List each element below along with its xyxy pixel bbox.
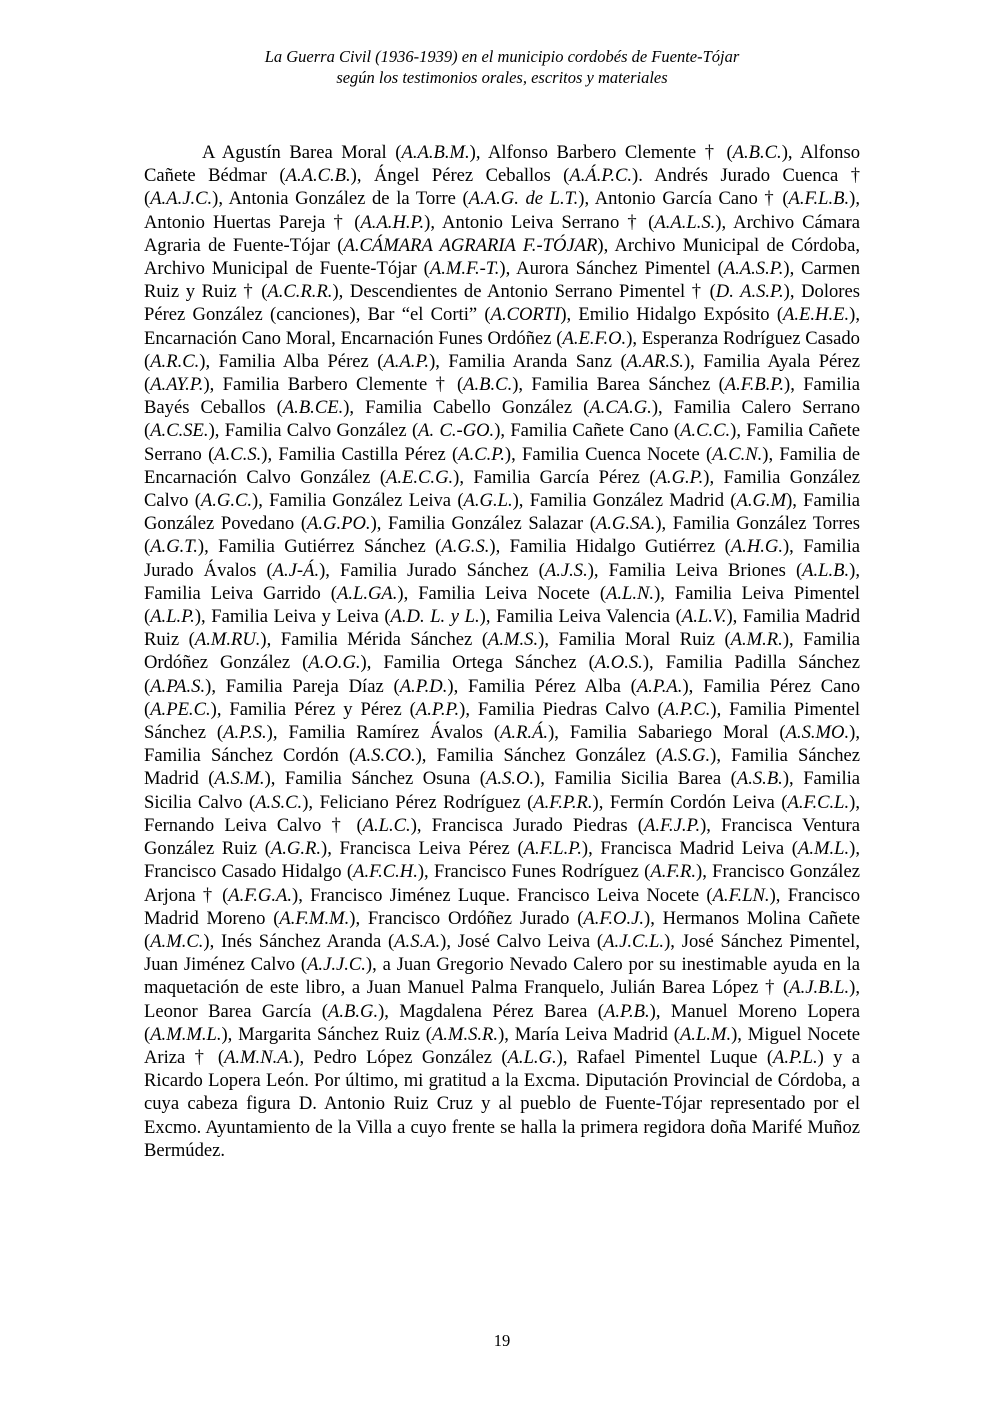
paragraph-text: ), Miguel Nocete Ariza † (	[144, 1023, 860, 1068]
paragraph-text: ), Familia Alba Pérez (	[199, 350, 384, 372]
source-abbreviation: A.A.P.	[383, 350, 430, 372]
paragraph-text: ), Aurora Sánchez Pimentel (	[499, 258, 724, 280]
source-abbreviation: A.L.G.	[507, 1046, 557, 1068]
paragraph-text: ), Familia Ramírez Ávalos (	[266, 722, 501, 744]
paragraph-text: ), Ángel Pérez Ceballos (	[350, 165, 570, 187]
source-abbreviation: A.F.L.B.	[788, 188, 850, 210]
paragraph-text: ), Familia Leiva y Leiva (	[194, 606, 391, 628]
paragraph-text: ), Carmen Ruiz y Ruiz † (	[144, 258, 860, 303]
source-abbreviation: A.AY.P.	[150, 374, 204, 396]
source-abbreviation: A.B.G.	[328, 1000, 379, 1022]
source-abbreviation: A.G.L.	[463, 490, 513, 512]
source-abbreviation: A.R.C.	[150, 350, 200, 372]
paragraph-text: ), Francisco Casado Hidalgo (	[144, 838, 860, 883]
source-abbreviation: A.A.B.M.	[401, 142, 470, 163]
acknowledgements-paragraph	[144, 141, 860, 1162]
source-abbreviation: A.G.P.	[655, 466, 704, 488]
paragraph-text: ), Familia González Calvo (	[144, 466, 860, 512]
source-abbreviation: A.A.C.B.	[285, 165, 351, 187]
source-abbreviation: A.B.C.	[463, 374, 513, 396]
paragraph-text: ), Francisco González Arjona † (	[144, 861, 860, 906]
paragraph-text: ), Alfonso Cañete Bédmar (	[144, 142, 860, 187]
paragraph-text: ), Familia Piedras Calvo (	[459, 698, 664, 720]
paragraph-text: ), Dolores Pérez González (canciones), Bar “el Corti” (	[144, 281, 860, 326]
source-abbreviation: A.CORTI	[490, 304, 561, 326]
paragraph-text: ), Familia Leiva Valencia (	[479, 606, 682, 628]
paragraph-text: ), Familia Padilla Sánchez (	[144, 652, 860, 697]
source-abbreviation: A.P.C.	[663, 698, 711, 720]
source-abbreviation: A.E.H.E.	[783, 304, 850, 326]
paragraph-text: ), Magdalena Pérez Barea (	[378, 1000, 604, 1022]
running-header	[0, 46, 1004, 88]
source-abbreviation: A.S.C.	[255, 791, 303, 813]
source-abbreviation: A.L.GA.	[336, 582, 398, 604]
source-abbreviation: D. A.S.P.	[715, 281, 784, 303]
source-abbreviation: A.F.L.P.	[523, 838, 582, 860]
paragraph-text: A Agustín Barea Moral (	[202, 142, 402, 163]
source-abbreviation: A.S.MO.	[785, 722, 850, 744]
paragraph-text: ), Antonio Huertas Pareja † (	[144, 188, 860, 233]
paragraph-text: ), Francisca Leiva Pérez (	[321, 838, 524, 860]
header-subtitle-line: según los testimonios orales, escritos y materiales	[336, 68, 668, 87]
header-title-line: La Guerra Civil (1936-1939) en el municipio cordobés de Fuente-Tójar	[264, 47, 740, 66]
paragraph-text: ), Familia Sicilia Calvo (	[144, 768, 861, 813]
source-abbreviation: A.A.J.C.	[150, 188, 213, 210]
source-abbreviation: A.D. L. y L.	[390, 606, 480, 628]
paragraph-text: ), Familia Aranda Sanz (	[429, 350, 627, 372]
source-abbreviation: A.A.G. de L.T.	[468, 188, 579, 210]
paragraph-text: ), Feliciano Pérez Rodríguez (	[302, 791, 534, 813]
paragraph-text: ), Familia de Encarnación Calvo González (	[144, 443, 860, 488]
source-abbreviation: A.CÁMARA AGRARIA F.-TÓJAR	[343, 234, 598, 256]
source-abbreviation: A.A.L.S.	[654, 211, 716, 233]
source-abbreviation: A.C.P.	[458, 443, 505, 465]
source-abbreviation: A.L.M.	[679, 1023, 732, 1045]
paragraph-text: ), Margarita Sánchez Ruiz (	[221, 1023, 432, 1045]
paragraph-text: ), Familia Jurado Sánchez (	[319, 559, 545, 581]
source-abbreviation: A.M.F.-T.	[429, 258, 500, 280]
source-abbreviation: A.G.S.	[441, 536, 490, 558]
source-abbreviation: A.J.S.	[544, 559, 588, 581]
paragraph-text: ) y a Ricardo Lopera León. Por último, mi gratitud a la Excma. Diputación Provincial de Córdoba, a cuya cabeza figura D. Antonio Ruiz Cruz y al pueblo de Fuente-Tójar representado por el Excmo. Ayuntamiento de la Villa a cuyo frente se halla la primera regidora doña Marifé Muñoz Bermúdez.	[144, 1046, 860, 1161]
paragraph-text: ), Familia Mérida Sánchez (	[260, 629, 489, 651]
source-abbreviation: A.O.G.	[308, 652, 361, 674]
paragraph-text: ), Familia Cañete Serrano (	[144, 420, 861, 465]
paragraph-text: ), Antonio Leiva Serrano † (	[424, 211, 655, 233]
paragraph-text: ), Familia Moral Ruiz (	[538, 629, 731, 651]
source-abbreviation: A.P.L.	[773, 1046, 818, 1068]
source-abbreviation: A.C.SE.	[150, 420, 209, 442]
source-abbreviation: A.O.S.	[594, 652, 643, 674]
paragraph-text: ), Familia Gutiérrez Sánchez (	[197, 536, 442, 558]
source-abbreviation: A.PA.S.	[150, 675, 206, 697]
paragraph-text: ), Familia Cuenca Nocete (	[504, 443, 713, 465]
paragraph-text: ), Rafael Pimentel Luque (	[556, 1046, 774, 1068]
source-abbreviation: A.P.A.	[636, 675, 683, 697]
source-abbreviation: A.L.V.	[681, 606, 727, 628]
source-abbreviation: A.C.S.	[214, 443, 262, 465]
source-abbreviation: A.M.N.A.	[224, 1046, 294, 1068]
paragraph-text: ), Familia Castilla Pérez (	[261, 443, 459, 465]
paragraph-text: ), Familia Cañete Cano (	[494, 420, 681, 442]
source-abbreviation: A.G.R.	[270, 838, 321, 860]
source-abbreviation: A.S.B.	[736, 768, 783, 790]
source-abbreviation: A.F.B.P.	[724, 374, 785, 396]
paragraph-text: ), Familia Sánchez Cordón (	[144, 722, 860, 767]
source-abbreviation: A.M.R.	[730, 629, 783, 651]
source-abbreviation: A.F.C.L.	[787, 791, 850, 813]
source-abbreviation: A.L.C.	[362, 814, 411, 836]
paragraph-text: ), José Sánchez Pimentel, Juan Jiménez Calvo (	[144, 930, 860, 976]
paragraph-text: ), Antonia González de la Torre (	[212, 188, 469, 210]
paragraph-text: ), Familia Jurado Ávalos (	[144, 536, 860, 581]
page-number: 19	[493, 1331, 511, 1350]
source-abbreviation: A.C.R.R.	[267, 281, 333, 303]
source-abbreviation: A.S.O.	[486, 768, 535, 790]
source-abbreviation: A.M.C.	[150, 930, 204, 952]
paragraph-text: ), Familia Cabello González (	[343, 397, 590, 419]
source-abbreviation: A.C.C.	[680, 420, 731, 442]
source-abbreviation: A.J.C.L.	[603, 930, 665, 952]
paragraph-text: ), Familia Ordóñez González (	[144, 629, 860, 674]
paragraph-text: ), Familia Bayés Ceballos (	[144, 374, 861, 419]
paragraph-text: ), Familia Barbero Clemente † (	[203, 374, 464, 396]
source-abbreviation: A.CA.G.	[589, 397, 652, 419]
source-abbreviation: A.P.P.	[415, 698, 460, 720]
source-abbreviation: A.S.A.	[394, 930, 441, 952]
source-abbreviation: A.G.C.	[200, 490, 253, 512]
paragraph-text: ), Familia González Torres (	[144, 513, 861, 558]
paragraph-text: ), Familia Sabariego Moral (	[548, 722, 786, 744]
source-abbreviation: A.F.C.H.	[353, 861, 418, 883]
source-abbreviation: A.M.S.	[488, 629, 539, 651]
paragraph-text: ), Familia Leiva Briones (	[587, 559, 803, 581]
paragraph-text: ), Inés Sánchez Aranda (	[203, 930, 395, 952]
source-abbreviation: A.L.N.	[606, 582, 655, 604]
source-abbreviation: A.G.M	[736, 490, 787, 512]
source-abbreviation: A.M.RU.	[194, 629, 261, 651]
source-abbreviation: A.S.CO.	[355, 745, 416, 767]
paragraph-text: ), Leonor Barea García (	[144, 977, 860, 1022]
source-abbreviation: A.G.SA.	[595, 513, 656, 535]
paragraph-text: ), Familia Sicilia Barea (	[534, 768, 737, 790]
paragraph-text: ), Francisco Ordóñez Jurado (	[349, 907, 584, 929]
paragraph-text: ), a Juan Gregorio Nevado Calero por su inestimable ayuda en la maquetación de este libro, a Juan Manuel Palma Franquelo, Julián Barea López † (	[144, 954, 860, 999]
paragraph-text: ), Familia González Madrid (	[512, 490, 737, 512]
paragraph-text: ), Fermín Cordón Leiva (	[592, 791, 788, 813]
paragraph-text: ), Francisco Madrid Moreno (	[144, 884, 860, 929]
source-abbreviation: A.C.N.	[712, 443, 763, 465]
source-abbreviation: A.J.J.C.	[307, 954, 366, 976]
source-abbreviation: A.F.P.R.	[533, 791, 593, 813]
paragraph-text: ), Familia Calvo González (	[208, 420, 419, 442]
paragraph-text: ), Familia Sánchez González (	[415, 745, 663, 767]
source-abbreviation: A.M.M.L.	[150, 1023, 222, 1045]
source-abbreviation: A.P.D.	[399, 675, 448, 697]
paragraph-text: ), Familia González Povedano (	[144, 490, 860, 535]
paragraph-text: ), Familia Leiva Garrido (	[144, 559, 860, 604]
paragraph-text: ), Familia Calero Serrano (	[144, 397, 860, 442]
paragraph-text: ), Familia Pimentel Sánchez (	[144, 698, 860, 744]
source-abbreviation: A.E.C.G.	[386, 466, 454, 488]
source-abbreviation: A. C.-GO.	[418, 420, 495, 442]
paragraph-text: ), Esperanza Rodríguez Casado (	[144, 327, 860, 372]
paragraph-text: ), Familia Sánchez Madrid (	[144, 745, 861, 790]
source-abbreviation: A.B.C.	[732, 142, 782, 163]
paragraph-text: ), Alfonso Barbero Clemente † (	[469, 142, 733, 163]
paragraph-text: ), Antonio García Cano † (	[578, 188, 789, 210]
source-abbreviation: A.S.G.	[662, 745, 711, 767]
paragraph-text: ), Archivo Cámara Agraria de Fuente-Tójar (	[144, 211, 861, 256]
paragraph-text: ), Familia González Leiva (	[252, 490, 464, 512]
source-abbreviation: A.L.B.	[802, 559, 850, 581]
paragraph-text: ), Familia Hidalgo Gutiérrez (	[489, 536, 731, 558]
source-abbreviation: A.H.G.	[730, 536, 783, 558]
source-abbreviation: A.PE.C.	[150, 698, 211, 720]
source-abbreviation: A.F.LN.	[712, 884, 770, 906]
source-abbreviation: A.F.R.	[650, 861, 696, 883]
paragraph-text: ), Familia Sánchez Osuna (	[264, 768, 486, 790]
source-abbreviation: A.F.O.J.	[583, 907, 644, 929]
paragraph-text: ), Familia García Pérez (	[453, 466, 656, 488]
paragraph-text: ), Familia Pareja Díaz (	[205, 675, 400, 697]
source-abbreviation: A.F.G.A.	[228, 884, 292, 906]
source-abbreviation: A.A.S.P.	[723, 258, 784, 280]
source-abbreviation: A.R.Á.	[500, 722, 549, 744]
paragraph-text: ), Encarnación Cano Moral, Encarnación Funes Ordóñez (	[144, 304, 860, 349]
paragraph-text: ), Pedro López González (	[293, 1046, 508, 1068]
source-abbreviation: A.P.B.	[604, 1000, 650, 1022]
source-abbreviation: A.S.M.	[214, 768, 265, 790]
paragraph-text: ), Francisca Ventura González Ruiz (	[144, 814, 860, 860]
paragraph-text: ). Andrés Jurado Cuenca † (	[144, 165, 860, 210]
source-abbreviation: A.J-Á.	[272, 559, 320, 581]
paragraph-text: ), Familia González Salazar (	[370, 513, 596, 535]
paragraph-text: ), Francisco Jiménez Luque. Francisco Leiva Nocete (	[292, 884, 713, 906]
paragraph-text: ), Familia Pérez y Pérez (	[210, 698, 416, 720]
source-abbreviation: A.E.F.O.	[562, 327, 627, 349]
paragraph-text: ), Descendientes de Antonio Serrano Pimentel † (	[332, 281, 716, 303]
paragraph-text: ), Manuel Moreno Lopera (	[144, 1000, 860, 1045]
paragraph-text: ), Emilio Hidalgo Expósito (	[560, 304, 784, 326]
paragraph-text: ), Familia Ortega Sánchez (	[360, 652, 595, 674]
source-abbreviation: A.F.J.P.	[643, 814, 701, 836]
paragraph-text: ), Francisca Jurado Piedras (	[410, 814, 644, 836]
source-abbreviation: A.A.H.P.	[360, 211, 425, 233]
paragraph-text: ), Fernando Leiva Calvo † (	[144, 791, 861, 836]
source-abbreviation: A.F.M.M.	[279, 907, 350, 929]
paragraph-text: ), Familia Pérez Cano (	[144, 675, 860, 720]
paragraph-text: ), Hermanos Molina Cañete (	[144, 907, 860, 952]
paragraph-text: ), Francisco Funes Rodríguez (	[417, 861, 651, 883]
source-abbreviation: A.G.T.	[150, 536, 198, 558]
source-abbreviation: A.Á.P.C.	[569, 165, 633, 187]
source-abbreviation: A.J.B.L.	[789, 977, 850, 999]
paragraph-text: ), María Leiva Madrid (	[498, 1023, 680, 1045]
paragraph-text: ), Familia Barea Sánchez (	[512, 374, 725, 396]
paragraph-text: ), Familia Ayala Pérez (	[144, 350, 860, 396]
source-abbreviation: A.B.CE.	[282, 397, 344, 419]
paragraph-text: ), Familia Leiva Nocete (	[397, 582, 607, 604]
source-abbreviation: A.L.P.	[150, 606, 195, 628]
source-abbreviation: A.M.L.	[798, 838, 850, 860]
source-abbreviation: A.M.S.R.	[431, 1023, 499, 1045]
source-abbreviation: A.G.PO.	[307, 513, 371, 535]
paragraph-text: ), Familia Pérez Alba (	[447, 675, 637, 697]
paragraph-text: ), Familia Leiva Pimentel (	[144, 582, 860, 628]
paragraph-text: ), José Calvo Leiva (	[440, 930, 604, 952]
paragraph-text: ), Archivo Municipal de Córdoba, Archivo Municipal de Fuente-Tójar (	[144, 234, 860, 280]
source-abbreviation: A.P.S.	[223, 722, 267, 744]
paragraph-text: ), Francisca Madrid Leiva (	[581, 838, 799, 860]
source-abbreviation: A.AR.S.	[626, 350, 684, 372]
paragraph-text: ), Familia Madrid Ruiz (	[144, 606, 861, 651]
